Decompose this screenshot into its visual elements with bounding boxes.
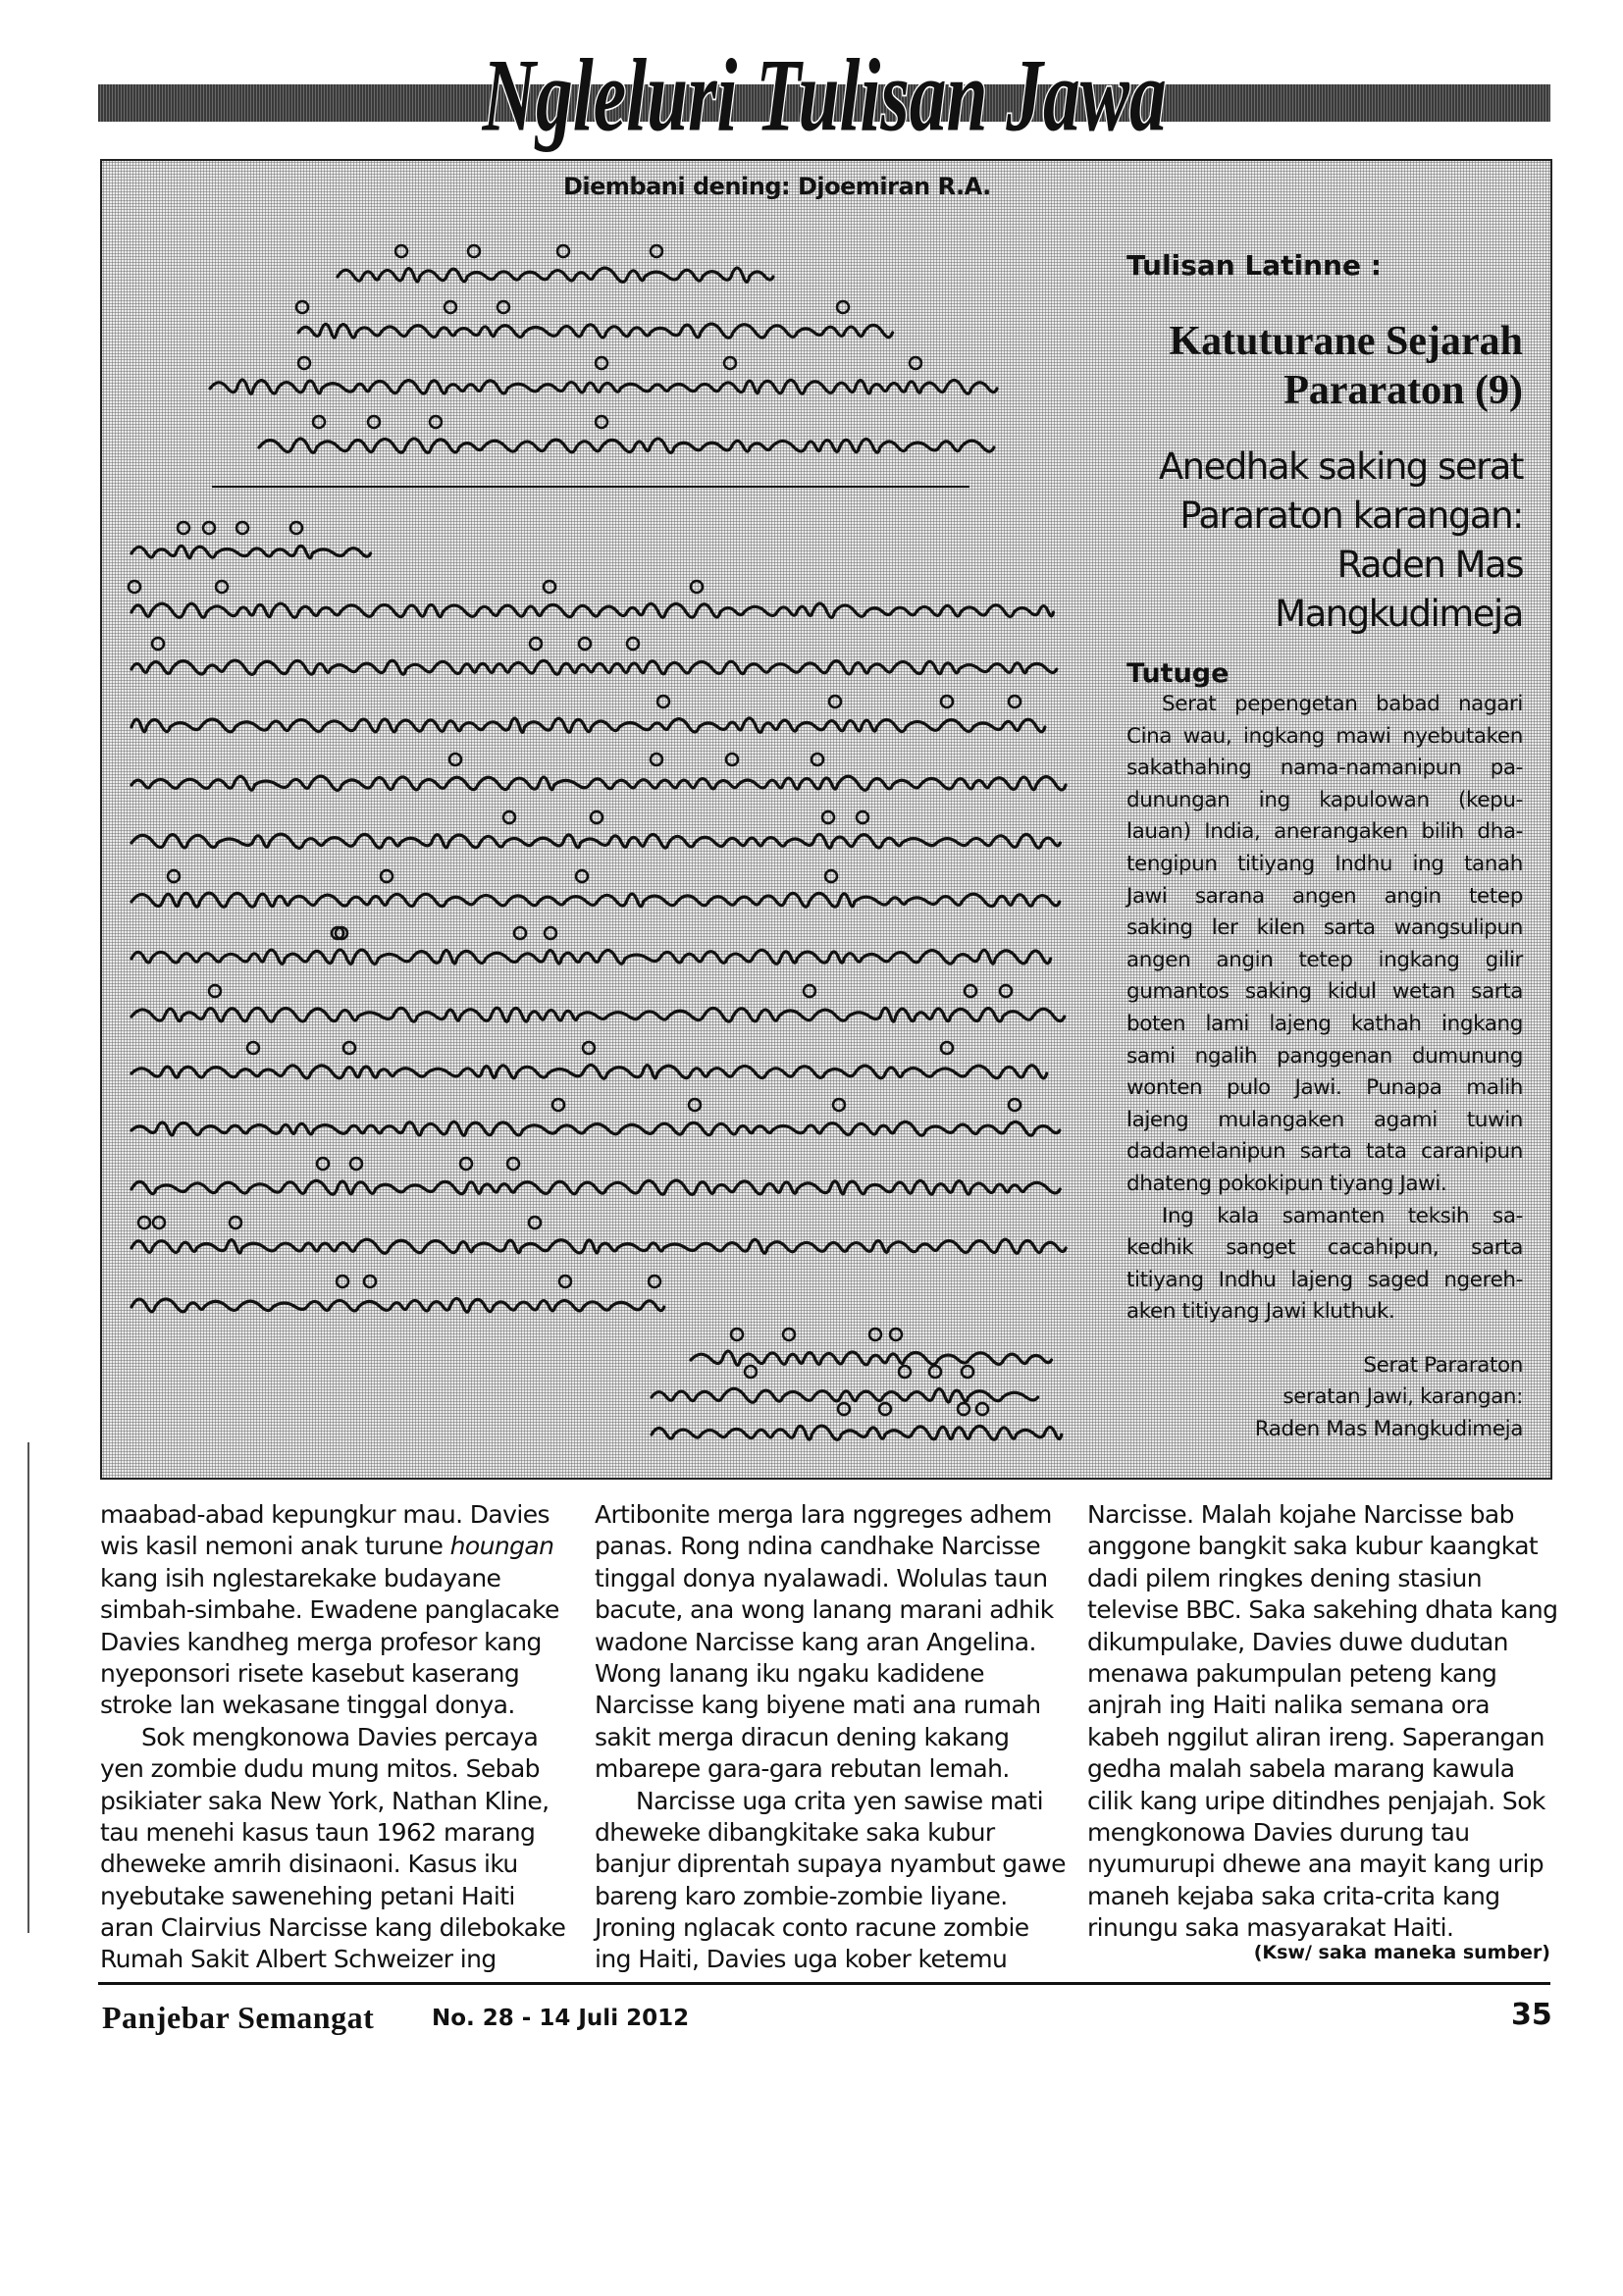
script-text-line bbox=[131, 1298, 664, 1312]
script-diacritic bbox=[350, 1158, 362, 1170]
script-diacritic bbox=[552, 1099, 564, 1111]
script-diacritic bbox=[343, 1042, 355, 1054]
script-text-line bbox=[131, 1122, 1060, 1135]
latin-text-line: gumantos saking kidul wetan sarta bbox=[1126, 979, 1523, 1005]
script-diacritic bbox=[576, 870, 588, 882]
script-diacritic bbox=[209, 985, 221, 997]
article-text-line: anjrah ing Haiti nalika semana ora bbox=[1087, 1691, 1490, 1720]
script-diacritic bbox=[929, 1366, 941, 1378]
script-diacritic bbox=[579, 638, 591, 650]
latin-text-line: boten lami lajeng kathah ingkang bbox=[1126, 1011, 1523, 1036]
script-diacritic bbox=[726, 754, 738, 765]
script-diacritic bbox=[138, 1217, 150, 1228]
article-text-line: dikumpulake, Davies duwe dudutan bbox=[1087, 1627, 1508, 1656]
subtitle-line: Pararaton karangan: bbox=[1179, 495, 1523, 537]
latin-text-line: tengipun titiyang Indhu ing tanah bbox=[1126, 851, 1523, 876]
article-text-line: banjur diprentah supaya nyambut gawe bbox=[595, 1850, 1066, 1879]
article-credit: (Ksw/ saka maneka sumber) bbox=[1253, 1942, 1550, 1964]
latin-text-line: aken titiyang Jawi kluthuk. bbox=[1126, 1299, 1395, 1325]
script-diacritic bbox=[559, 1276, 571, 1287]
script-diacritic bbox=[449, 754, 461, 765]
script-diacritic bbox=[1009, 696, 1021, 707]
article-text-line: panas. Rong ndina candhake Narcisse bbox=[595, 1532, 1040, 1561]
script-text-line bbox=[131, 1180, 1060, 1194]
script-diacritic bbox=[596, 416, 607, 428]
script-verse-line bbox=[259, 439, 994, 452]
article-text-line: Narcisse kang biyene mati ana rumah bbox=[595, 1691, 1041, 1720]
article-text-line: dheweke dibangkitake saka kubur bbox=[595, 1817, 995, 1847]
article-text-line: mengkonowa Davies durung tau bbox=[1087, 1817, 1470, 1847]
article-text-line: Narcisse. Malah kojahe Narcisse bab bbox=[1087, 1500, 1514, 1529]
article-text-line: rinungu saka masyarakat Haiti. bbox=[1087, 1913, 1454, 1943]
script-text-line bbox=[131, 1239, 1066, 1253]
script-text-line bbox=[131, 546, 371, 557]
script-diacritic bbox=[460, 1158, 472, 1170]
script-diacritic bbox=[691, 581, 703, 593]
article-text-line: mbarepe gara-gara rebutan lemah. bbox=[595, 1754, 1010, 1784]
script-diacritic bbox=[857, 811, 868, 823]
article-text-line: Wong lanang iku ngaku kadidene bbox=[595, 1658, 984, 1688]
article-text-line: ing Haiti, Davies uga kober ketemu bbox=[595, 1945, 1008, 1974]
latin-label: Tulisan Latinne : bbox=[1126, 249, 1382, 282]
article-text-line: anggone bangkit saka kubur kaangkat bbox=[1087, 1532, 1539, 1561]
script-text-line bbox=[131, 893, 1060, 907]
script-diacritic bbox=[507, 1158, 519, 1170]
script-verse-line bbox=[210, 380, 997, 393]
section-heading: Tutuge bbox=[1126, 658, 1230, 689]
script-diacritic bbox=[296, 301, 308, 313]
latin-text-line: sakathahing nama-namanipun pa- bbox=[1126, 756, 1523, 781]
script-text-line bbox=[131, 660, 1057, 674]
script-diacritic bbox=[783, 1329, 795, 1340]
article-text-line: dadi pilem ringkes dening stasiun bbox=[1087, 1563, 1482, 1592]
script-diacritic bbox=[1009, 1099, 1021, 1111]
subtitle bbox=[1126, 443, 1523, 639]
latin-transcription bbox=[1126, 249, 1523, 1446]
article-text-line: menawa pakumpulan peteng kang bbox=[1087, 1658, 1497, 1688]
script-verse-line bbox=[298, 324, 893, 338]
script-diacritic bbox=[317, 1158, 329, 1170]
latin-text-line: dunungan ing kapulowan (kepu- bbox=[1126, 787, 1523, 812]
article-text-line: Rumah Sakit Albert Schweizer ing bbox=[100, 1945, 497, 1974]
serial-title-line: Katuturane Sejarah bbox=[1169, 319, 1523, 364]
italic-term: houngan bbox=[449, 1532, 554, 1561]
subtitle-line: Raden Mas bbox=[1336, 544, 1523, 586]
article-text-line: nyumurupi dhewe ana mayit kang urip bbox=[1087, 1850, 1544, 1879]
subtitle-line: Mangkudimeja bbox=[1275, 593, 1523, 635]
script-diacritic bbox=[804, 985, 815, 997]
page-number: 35 bbox=[1511, 1998, 1552, 2032]
article-text-line: wadone Narcisse kang aran Angelina. bbox=[595, 1627, 1036, 1656]
script-diacritic bbox=[649, 1276, 660, 1287]
latin-text-line: Serat pepengetan babad nagari bbox=[1162, 692, 1523, 716]
script-diacritic bbox=[168, 870, 180, 882]
script-diacritic bbox=[368, 416, 380, 428]
article-text-line: yen zombie dudu mung mitos. Sebab bbox=[100, 1754, 540, 1784]
script-diacritic bbox=[545, 927, 556, 939]
script-diacritic bbox=[313, 416, 325, 428]
latin-text-line: titiyang Indhu lajeng saged ngereh- bbox=[1126, 1267, 1523, 1292]
script-diacritic bbox=[829, 696, 841, 707]
script-signature-line bbox=[652, 1388, 1038, 1402]
script-diacritic bbox=[745, 1366, 757, 1378]
script-text-line bbox=[131, 834, 1060, 848]
latin-text-line: Jawi sarana angen angin tetep bbox=[1126, 883, 1523, 909]
script-diacritic bbox=[657, 696, 669, 707]
article-text-line: nyebutake sawenehing petani Haiti bbox=[100, 1881, 515, 1910]
signature-line: Raden Mas Mangkudimeja bbox=[1254, 1417, 1523, 1442]
script-diacritic bbox=[689, 1099, 701, 1111]
article-text-line: kang isih nglestarekake budayane bbox=[100, 1563, 501, 1592]
latin-text-line: saking ler kilen sarta wangsulipun bbox=[1126, 915, 1523, 941]
article-text-line: Sok mengkonowa Davies percaya bbox=[141, 1722, 539, 1751]
script-diacritic bbox=[203, 522, 215, 534]
latin-text-line: wonten pulo Jawi. Punapa malih bbox=[1126, 1075, 1523, 1101]
latin-text-line: Cina wau, ingkang mawi nyebutaken bbox=[1126, 723, 1523, 749]
script-diacritic bbox=[879, 1403, 891, 1415]
latin-text-line: Ing kala samanten teksih sa- bbox=[1162, 1203, 1523, 1228]
article-text-line: gedha malah sabela marang kawula bbox=[1087, 1754, 1515, 1784]
script-diacritic bbox=[627, 638, 639, 650]
javanese-script-panel bbox=[100, 159, 1552, 1480]
column-title-text: Ngleluri Tulisan Jawa bbox=[482, 37, 1167, 153]
latin-text-line: lajeng mulangaken agami tuwin bbox=[1126, 1107, 1523, 1132]
script-diacritic bbox=[129, 581, 140, 593]
script-text-line bbox=[131, 718, 1045, 732]
javanese-manuscript bbox=[102, 161, 1083, 1478]
script-diacritic bbox=[941, 696, 953, 707]
article-text-line: Davies kandheg merga profesor kang bbox=[100, 1627, 542, 1656]
article-text-line: maabad-abad kepungkur mau. Davies bbox=[100, 1500, 550, 1529]
script-diacritic bbox=[837, 301, 849, 313]
script-diacritic bbox=[596, 357, 607, 369]
script-diacritic bbox=[445, 301, 456, 313]
latin-text-line: sami ngalih panggenan dumunung bbox=[1126, 1043, 1523, 1069]
latin-text-line: angen angin tetep ingkang gilir bbox=[1126, 947, 1523, 972]
script-diacritic bbox=[812, 754, 823, 765]
script-diacritic bbox=[395, 245, 407, 257]
script-text-line bbox=[131, 1066, 1047, 1079]
article-text-line: Narcisse uga crita yen sawise mati bbox=[636, 1786, 1043, 1815]
script-diacritic bbox=[958, 1403, 969, 1415]
article-text-line: tinggal donya nyalawadi. Wolulas taun bbox=[595, 1563, 1048, 1592]
script-diacritic bbox=[290, 522, 302, 534]
script-text-line bbox=[131, 950, 1051, 964]
script-signature-line bbox=[691, 1351, 1051, 1365]
script-text-line bbox=[131, 1008, 1065, 1021]
article-text-line: stroke lan wekasane tinggal donya. bbox=[100, 1691, 515, 1720]
script-diacritic bbox=[822, 811, 834, 823]
script-diacritic bbox=[583, 1042, 595, 1054]
script-diacritic bbox=[869, 1329, 881, 1340]
script-diacritic bbox=[216, 581, 228, 593]
script-diacritic bbox=[941, 1042, 953, 1054]
serial-title-line: Pararaton (9) bbox=[1283, 368, 1523, 413]
script-diacritic bbox=[530, 638, 542, 650]
script-diacritic bbox=[825, 870, 837, 882]
script-diacritic bbox=[544, 581, 555, 593]
article-column-2 bbox=[595, 1499, 1066, 1976]
serial-title bbox=[1126, 317, 1523, 415]
script-diacritic bbox=[153, 1217, 165, 1228]
article-text-line: dheweke amrih disinaoni. Kasus iku bbox=[100, 1850, 518, 1879]
article-text-line: kabeh nggilut aliran ireng. Saperangan bbox=[1087, 1722, 1544, 1751]
script-text-line bbox=[131, 776, 1066, 790]
article-text-line: maneh kejaba saka crita-crita kang bbox=[1087, 1881, 1500, 1910]
script-text-line bbox=[131, 603, 1054, 617]
script-signature-line bbox=[652, 1426, 1062, 1439]
script-diacritic bbox=[976, 1403, 988, 1415]
script-diacritic bbox=[230, 1217, 241, 1228]
script-diacritic bbox=[247, 1042, 259, 1054]
signature-line: Serat Pararaton bbox=[1363, 1352, 1523, 1378]
article-text-line: nyeponsori risete kasebut kaserang bbox=[100, 1658, 520, 1688]
script-diacritic bbox=[236, 522, 248, 534]
script-diacritic bbox=[1000, 985, 1012, 997]
script-diacritic bbox=[833, 1099, 845, 1111]
script-diacritic bbox=[724, 357, 736, 369]
scan-margin-mark bbox=[27, 1442, 29, 1933]
latin-text-line: lauan) India, anerangaken bilih dha- bbox=[1126, 819, 1523, 845]
script-verse-line bbox=[338, 268, 773, 282]
footer-rule bbox=[98, 1982, 1550, 1985]
signature-line: seratan Jawi, karangan: bbox=[1283, 1384, 1523, 1410]
script-diacritic bbox=[731, 1329, 743, 1340]
script-diacritic bbox=[899, 1366, 911, 1378]
article-text-line: sakit merga diracun dening kakang bbox=[595, 1722, 1010, 1751]
article-column-1 bbox=[100, 1499, 566, 1976]
script-diacritic bbox=[838, 1403, 850, 1415]
source-signature bbox=[1126, 1350, 1523, 1446]
script-diacritic bbox=[651, 754, 662, 765]
latin-body bbox=[1126, 689, 1523, 1329]
article-text-line: tau menehi kasus taun 1962 marang bbox=[100, 1817, 536, 1847]
script-diacritic bbox=[497, 301, 509, 313]
subtitle-line: Anedhak saking serat bbox=[1158, 445, 1523, 488]
script-diacritic bbox=[468, 245, 480, 257]
script-diacritic bbox=[962, 1366, 973, 1378]
column-title-logo bbox=[482, 27, 1167, 175]
article-text-line: psikiater saka New York, Nathan Kline, bbox=[100, 1786, 550, 1815]
script-diacritic bbox=[152, 638, 164, 650]
latin-text-line: dadamelanipun sarta tata caranipun bbox=[1126, 1139, 1523, 1165]
article-text-line: aran Clairvius Narcisse kang dilebokake bbox=[100, 1913, 566, 1943]
script-diacritic bbox=[381, 870, 393, 882]
script-diacritic bbox=[503, 811, 515, 823]
script-diacritic bbox=[890, 1329, 902, 1340]
latin-text-line: dhateng pokokipun tiyang Jawi. bbox=[1126, 1171, 1447, 1196]
byline: Diembani dening: Djoemiran R.A. bbox=[563, 173, 991, 200]
article-text-line: Jroning nglacak conto racune zombie bbox=[595, 1913, 1029, 1943]
article-text-line: bareng karo zombie-zombie liyane. bbox=[595, 1881, 1008, 1910]
article-text-line: wis kasil nemoni anak turune houngan bbox=[100, 1532, 554, 1561]
article-column-3 bbox=[1087, 1499, 1558, 1964]
latin-text-line: kedhik sanget cacahipun, sarta bbox=[1126, 1235, 1523, 1261]
script-diacritic bbox=[910, 357, 921, 369]
script-diacritic bbox=[337, 1276, 348, 1287]
script-diacritic bbox=[529, 1217, 541, 1228]
script-diacritic bbox=[965, 985, 976, 997]
script-diacritic bbox=[364, 1276, 376, 1287]
publication-name: Panjebar Semangat bbox=[102, 2000, 375, 2035]
article-text-line: bacute, ana wong lanang marani adhik bbox=[595, 1595, 1054, 1625]
script-diacritic bbox=[430, 416, 442, 428]
article-text-line: cilik kang uripe ditindhes penjajah. Sok bbox=[1087, 1786, 1545, 1815]
script-diacritic bbox=[557, 245, 569, 257]
script-diacritic bbox=[591, 811, 602, 823]
script-diacritic bbox=[514, 927, 526, 939]
script-diacritic bbox=[298, 357, 310, 369]
article-text-line: Artibonite merga lara nggreges adhem bbox=[595, 1500, 1052, 1529]
script-diacritic bbox=[651, 245, 662, 257]
article-text-line: simbah-simbahe. Ewadene panglacake bbox=[100, 1595, 559, 1625]
article-text-line: televise BBC. Saka sakehing dhata kang bbox=[1087, 1595, 1558, 1625]
script-diacritic bbox=[178, 522, 189, 534]
issue-info: No. 28 - 14 Juli 2012 bbox=[432, 2006, 690, 2031]
